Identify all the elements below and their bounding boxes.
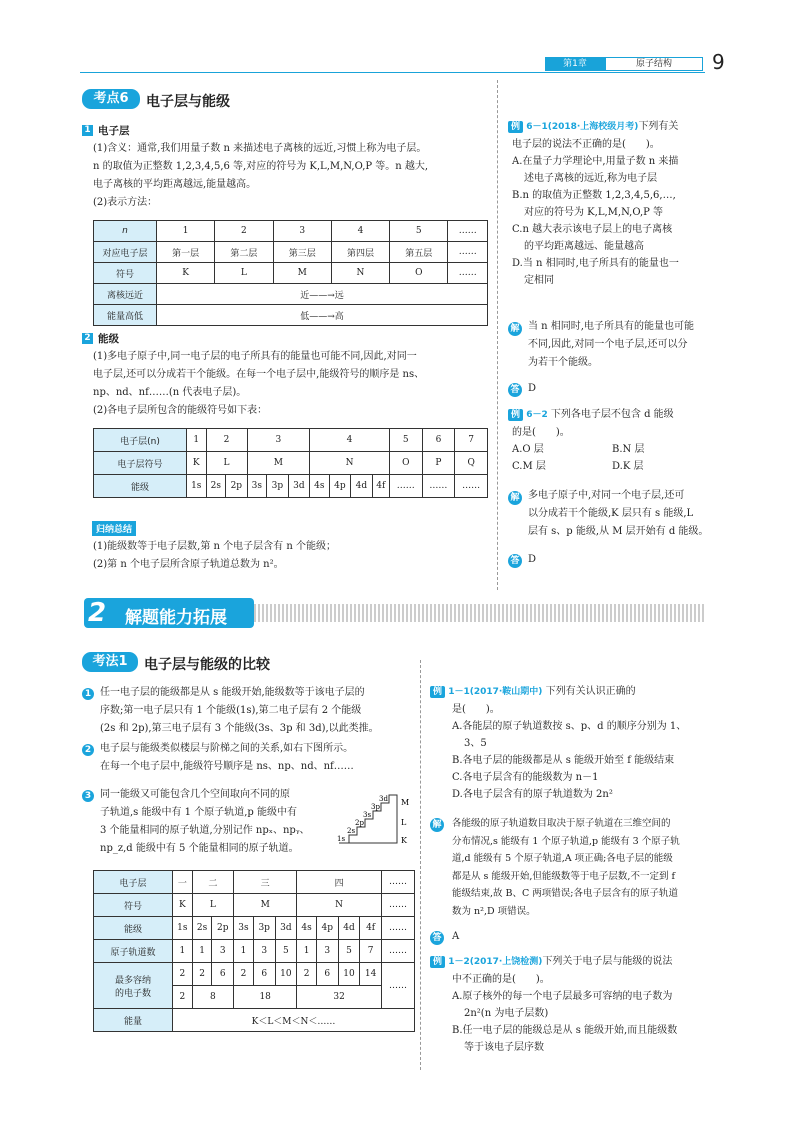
summary-text: (1)能级数等于电子层数,第 n 个电子层含有 n 个能级； (2)第 n 个电子层所含原子轨道总数为 n²。 <box>93 541 336 570</box>
example-1-2: 例 1－2(2017·上饶检测)下列关于电子层与能级的说法 中不正确的是( )。 A.原子核外的每一个电子层最多可容纳的电子数为 2n²(n 为电子层数) B.任一电子层的能级总是从 s 能级开始,而且能级数 等于该电子层序数 <box>430 953 730 1056</box>
chapter-label: 第1章 <box>563 59 587 69</box>
answer-icon: 答 <box>430 931 444 945</box>
point-number: 3 <box>82 790 94 802</box>
shell-label: K <box>401 836 407 845</box>
example-label: 例 <box>508 121 523 133</box>
solution-icon: 解 <box>508 322 522 336</box>
kaodian-badge: 考点6 <box>82 89 140 109</box>
shell-table: n 1 2 3 4 5 …… 对应电子层 第一层 第二层 第三层 第四层 第五层 …… 符号 K L M N O …… 离核远近 近——→远 能量高低 低——→高 <box>93 220 488 326</box>
answer-icon: 答 <box>508 554 522 568</box>
solution-text: 当 n 相同时,电子所具有的能量也可能 不同,因此,对同一个电子层,还可以分 为若干个能级。 <box>528 321 694 368</box>
solution-icon: 解 <box>508 491 522 505</box>
point-number: 2 <box>82 744 94 756</box>
header-rule <box>80 72 705 73</box>
stair-label: 3d <box>379 795 388 803</box>
stair-label: 1s <box>337 835 346 843</box>
example-6-1: 例 6－1(2018·上海校级月考)下列有关 电子层的说法不正确的是( )。 A.在量子力学理论中,用量子数 n 来描 述电子离核的远近,称为电子层 B.n 的取值为正整数 1,2,3,4,5,6,…, 对应的符号为 K,L,M,N,O,P 等 C.n 越大表示该电子层上的电子离核 的平均距离越远、能量越高 D.当 n 相同时,电子所具有的能量也一 定相同 <box>508 118 723 289</box>
point-number: 1 <box>82 688 94 700</box>
solution-icon: 解 <box>430 818 444 832</box>
solution-text: 多电子原子中,对同一个电子层,还可 以分成若干个能级,K 层只有 s 能级,L 层有 s、p 能级,从 M 层开始有 d 能级。 <box>528 490 709 537</box>
comparison-table: 电子层 一 二 三 四 …… 符号 K L M N …… 能级 1s 2s 2p 3s 3p 3d 4s 4p 4d 4f …… 原子轨道数 1 1 3 1 3 5 1 3 5 7 …… 最多容纳 的电子数 2 2 6 2 6 10 2 6 10 14 …… 2 8 18 32 能量 K＜L＜M＜N＜…… <box>93 870 415 1032</box>
shell-label: M <box>401 798 410 807</box>
example-label: 例 <box>508 409 523 421</box>
summary-label: 归纳总结 <box>92 521 136 536</box>
stair-label: 2p <box>355 819 364 827</box>
subsection-title: 电子层 <box>98 125 130 137</box>
stair-label: 3s <box>363 811 372 819</box>
column-divider <box>420 660 421 1070</box>
answer-text: A <box>452 931 460 942</box>
stair-label: 3p <box>371 803 380 811</box>
answer-text: D <box>528 383 537 394</box>
text-block: 任一电子层的能级都是从 s 能级开始,能级数等于该电子层的 序数;第一电子层只有 1 个能级(1s),第二电子层有 2 个能级 (2s 和 2p),第三电子层有 3 个能级(3s、3p 和 3d),以此类推。 <box>100 687 379 734</box>
page-number: 9 <box>712 50 725 74</box>
example-label: 例 <box>430 686 445 698</box>
section-number: 2 <box>82 333 93 344</box>
example-1-1: 例 1－1(2017·鞍山期中) 下列有关认识正确的 是( )。 A.各能层的原子轨道数按 s、p、d 的顺序分别为 1、 3、5 B.各电子层的能级都是从 s 能级开始至 f 能级结束 C.各电子层含有的能级数为 n－1 D.各电子层含有的原子轨道数为 2n² <box>430 683 730 803</box>
kaofa-badge: 考法1 <box>82 652 138 672</box>
example-label: 例 <box>430 956 445 968</box>
solution-text: 各能级的原子轨道数目取决于原子轨道在三维空间的 分布情况,s 能级有 1 个原子轨道,p 能级有 3 个原子轨 道,d 能级有 5 个原子轨道,A 项正确;各电子层的能级 都是从 s 能级开始,但能级数等于电子层数,不一定到 f 能级结束,故 B、C 两项错误;各电子层含有的原子轨道 数为 n²,D 项错误。 <box>452 818 680 917</box>
sublevel-table: 电子层(n) 1 2 3 4 5 6 7 电子层符号 K L M N O P Q 能级 1s 2s 2p 3s 3p 3d 4s 4p 4d 4f …… …… …… <box>93 428 488 498</box>
text-block: (1)多电子原子中,同一电子层的电子所具有的能量也可能不同,因此,对同一 电子层,还可以分成若干个能级。在每一个电子层中,能级符号的顺序是 ns、 np、nd、nf……(n 代表电子层)。 (2)各电子层所包含的能级符号如下表： <box>93 351 425 416</box>
section-banner-title: 解题能力拓展 <box>125 608 227 628</box>
section-title: 电子层与能级的比较 <box>144 657 270 673</box>
column-divider <box>497 80 498 590</box>
chapter-title: 原子结构 <box>606 58 702 70</box>
text-block: (1)含义：通常,我们用量子数 n 来描述电子离核的远近,习惯上称为电子层。 n 的取值为正整数 1,2,3,4,5,6 等,对应的符号为 K,L,M,N,O,P 等。n 越大, 电子离核的平均距离越远,能量越高。 (2)表示方法： <box>93 143 429 208</box>
section-stripe <box>254 604 704 622</box>
text-block: 同一能级又可能包含几个空间取向不同的原 子轨道,s 能级中有 1 个原子轨道,p 能级中有 3 个能量相同的原子轨道,分别记作 npₓ、npᵧ、 np_z,d 能级中有 5 个能量相同的原子轨道。 <box>100 789 310 854</box>
answer-text: D <box>528 554 537 565</box>
example-6-2: 例 6－2 下列各电子层不包含 d 能级 的是( )。 A.O 层 B.N 层 C.M 层 D.K 层 <box>508 406 723 475</box>
section-number: 1 <box>82 125 93 136</box>
section-title: 电子层与能级 <box>146 94 230 110</box>
stair-label: 2s <box>347 827 356 835</box>
subsection-title: 能级 <box>98 333 119 345</box>
answer-icon: 答 <box>508 383 522 397</box>
stairs-diagram <box>335 785 415 847</box>
text-block: 电子层与能级类似楼层与阶梯之间的关系,如右下图所示。 在每一个电子层中,能级符号顺序是 ns、np、nd、nf…… <box>100 743 354 772</box>
section-banner-number: 2 <box>88 598 107 628</box>
shell-label: L <box>401 818 407 827</box>
